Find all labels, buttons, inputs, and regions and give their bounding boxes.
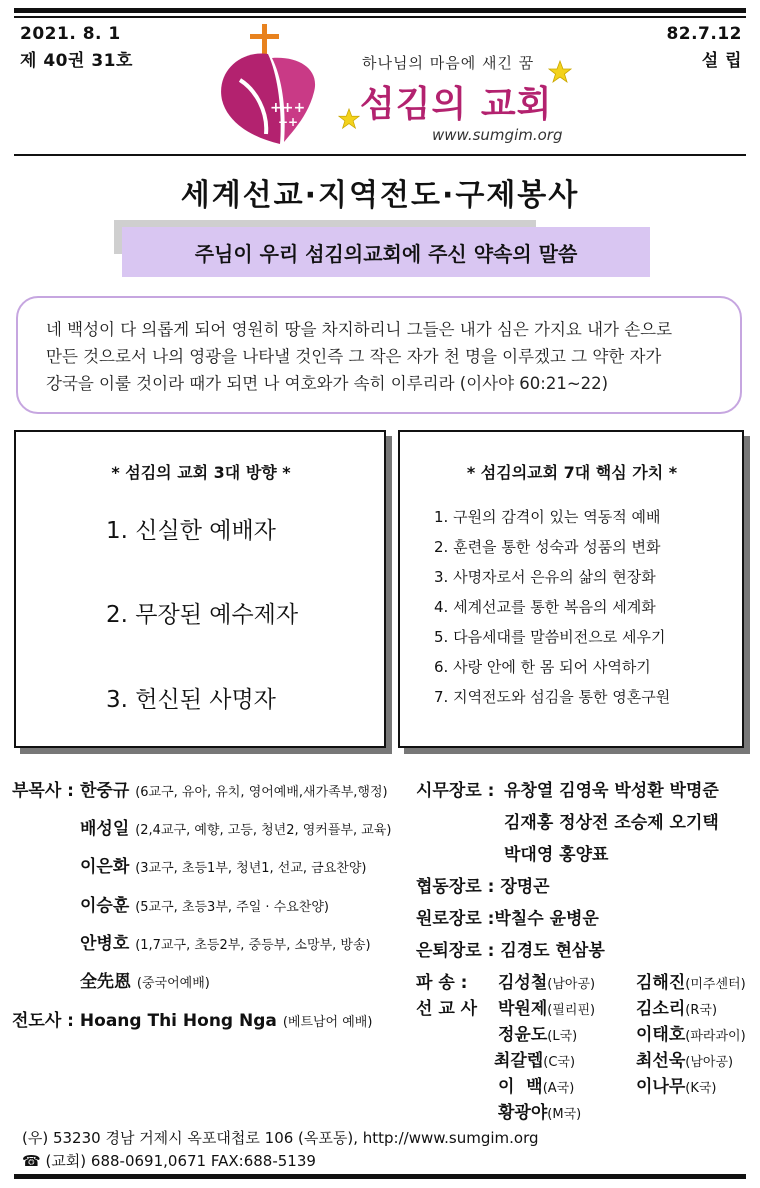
missionary-location: (L국) [547,1029,578,1044]
pastor-name: 이승훈 [80,896,130,916]
missionary-name: 최선욱 [636,1051,686,1071]
retired-elders-label: 은퇴장로 : [416,941,495,961]
missionary-name: 이태호 [636,1025,686,1045]
phone-icon: ☎ [22,1152,41,1170]
core-values-heading: * 섬김의교회 7대 핵심 가치 * [466,463,678,482]
active-elders-line: 유창열 김영욱 박성환 박명준 [504,781,719,801]
missionary-location: (C국) [543,1055,576,1070]
emeritus-elders-label: 원로장로 : [416,909,495,929]
missionary-entry [498,968,595,993]
staff-row [80,814,391,839]
direction-item: 3. 헌신된 사명자 [106,687,276,713]
missionary-entry [494,1046,575,1071]
missionary-entry [636,1020,746,1045]
pastor-duties: (3교구, 초등1부, 청년1, 선교, 금요찬양) [135,861,367,876]
missionary-location: (K국) [685,1081,717,1096]
svg-text:+++: +++ [270,100,306,116]
core-value-item: 5. 다음세대를 말씀비전으로 세우기 [434,628,666,646]
direction-item: 2. 무장된 예수제자 [106,602,299,628]
missionary-name: 박원제 [498,999,548,1019]
verse-line: 만든 것으로서 나의 영광을 나타낼 것인즉 그 작은 자가 천 명을 이루겠고 그 약한 자가 [46,347,662,366]
address: (우) 53230 경남 거제시 옥포대첩로 106 (옥포동), http://www.sumgim.org [22,1129,539,1147]
pastor-name: 배성일 [80,819,130,839]
pastor-duties: (5교구, 초등3부, 주일 · 수요찬양) [135,900,329,915]
phone-row [22,1150,316,1171]
missionary-entry [636,994,717,1019]
header-divider [14,154,746,156]
founded-label: 설 립 [701,51,742,71]
assoc-elders-row [416,872,550,897]
core-value-item: 1. 구원의 감격이 있는 역동적 예배 [434,508,661,526]
missionary-entry [636,1046,733,1071]
missionary-entry [636,1072,717,1097]
staff-row [80,929,371,954]
staff-row [80,852,366,877]
missionary-location: (M국) [547,1107,582,1122]
missionary-name: 김해진 [636,973,686,993]
missionary-location: (남아공) [685,1055,734,1070]
church-name: 섬김의 교회 [360,84,553,125]
assoc-elders-label: 협동장로 : [416,877,495,897]
missionary-entry [498,994,595,1019]
missionary-name: 이나무 [636,1077,686,1097]
star-icon [338,108,360,130]
pastor-duties: (1,7교구, 초등2부, 중등부, 소망부, 방송) [135,938,371,953]
bottom-rule [14,1174,746,1179]
missionary-label: 선 교 사 [416,999,478,1019]
missionary-name: 황광야 [498,1103,548,1123]
assoc-elders: 장명곤 [500,877,550,897]
core-value-item: 2. 훈련을 통한 성숙과 성품의 변화 [434,538,661,556]
main-title: 세계선교·지역전도·구제봉사 [180,178,580,213]
associate-pastor-label: 부목사 : [12,781,74,801]
staff-row [80,967,210,992]
direction-item: 1. 신실한 예배자 [106,518,276,544]
staff-row [80,776,388,801]
core-value-item: 3. 사명자로서 은유의 삶의 현장화 [434,568,656,586]
core-value-item: 7. 지역전도와 섬김을 통한 영혼구원 [434,688,671,706]
promise-heading: 주님이 우리 섬김의교회에 주신 약속의 말씀 [194,242,578,266]
missionary-location: (필리핀) [547,1003,596,1018]
motto: 하나님의 마음에 새긴 꿈 [362,54,535,72]
missionary-name: 정윤도 [498,1025,548,1045]
core-value-item: 6. 사랑 안에 한 몸 되어 사역하기 [434,658,651,676]
missionary-location: (남아공) [547,977,596,992]
svg-text:++: ++ [278,115,299,129]
core-values-card [398,430,744,748]
missionary-entry [498,1072,574,1097]
directions-card [14,430,386,748]
retired-elders: 김경도 현삼봉 [500,941,605,961]
missionary-entry [636,968,746,993]
evangelist-duty: (베트남어 예배) [282,1015,373,1030]
founded-date: 82.7.12 [666,24,742,44]
verse-line: 강국을 이룰 것이라 때가 되면 나 여호와가 속히 이루리라 (이사야 60:21~22) [46,374,609,393]
evangelist-name: Hoang Thi Hong Nga [79,1011,277,1031]
missionary-location: (미주센터) [685,977,746,992]
emeritus-elders-row [416,904,599,929]
sent-label: 파 송 : [416,973,468,993]
missionary-name: 최갈렙 [494,1051,544,1071]
missionary-location: (R국) [685,1003,718,1018]
pastor-name: 한중규 [80,781,130,801]
missionary-location: (A국) [542,1081,575,1096]
pastor-name: 이은화 [80,857,130,877]
issue-date: 2021. 8. 1 [20,24,121,44]
retired-elders-row [416,936,605,961]
phone: (교회) 688-0691,0671 FAX:688-5139 [45,1152,316,1170]
active-elders-label: 시무장로 : [416,781,495,801]
pastor-duties: (2,4교구, 예향, 고등, 청년2, 영커플부, 교육) [135,823,392,838]
missionary-name: 김성철 [498,973,548,993]
evangelist-label: 전도사 : [12,1011,74,1031]
top-rule-thin [14,16,746,18]
core-value-item: 4. 세계선교를 통한 복음의 세계화 [434,598,656,616]
issue-number: 제 40권 31호 [20,51,133,71]
missionary-location: (파라과이) [685,1029,746,1044]
top-rule [14,8,746,13]
church-logo [210,20,350,150]
pastor-name: 全先恩 [80,972,131,992]
active-elders-line: 김재홍 정상전 조승제 오기택 [504,813,719,833]
staff-row [80,891,329,916]
pastor-duties: (6교구, 유아, 유치, 영어예배,새가족부,행정) [135,785,388,800]
pastor-duties: (중국어예배) [136,976,210,991]
active-elders-line: 박대영 홍양표 [504,845,609,865]
missionary-name: 이 백 [498,1077,543,1097]
directions-heading: * 섬김의 교회 3대 방향 * [111,463,291,482]
pastor-name: 안병호 [80,934,130,954]
missionary-entry [498,1098,581,1123]
website: www.sumgim.org [432,126,563,144]
missionary-name: 김소리 [636,999,686,1019]
verse-line: 네 백성이 다 의롭게 되어 영원히 땅을 차지하리니 그들은 내가 심은 가지요 내가 손으로 [46,320,673,339]
missionary-entry [498,1020,577,1045]
evangelist-row [12,1006,372,1031]
verse-text [46,316,726,397]
emeritus-elders: 박칠수 윤병운 [494,909,599,929]
